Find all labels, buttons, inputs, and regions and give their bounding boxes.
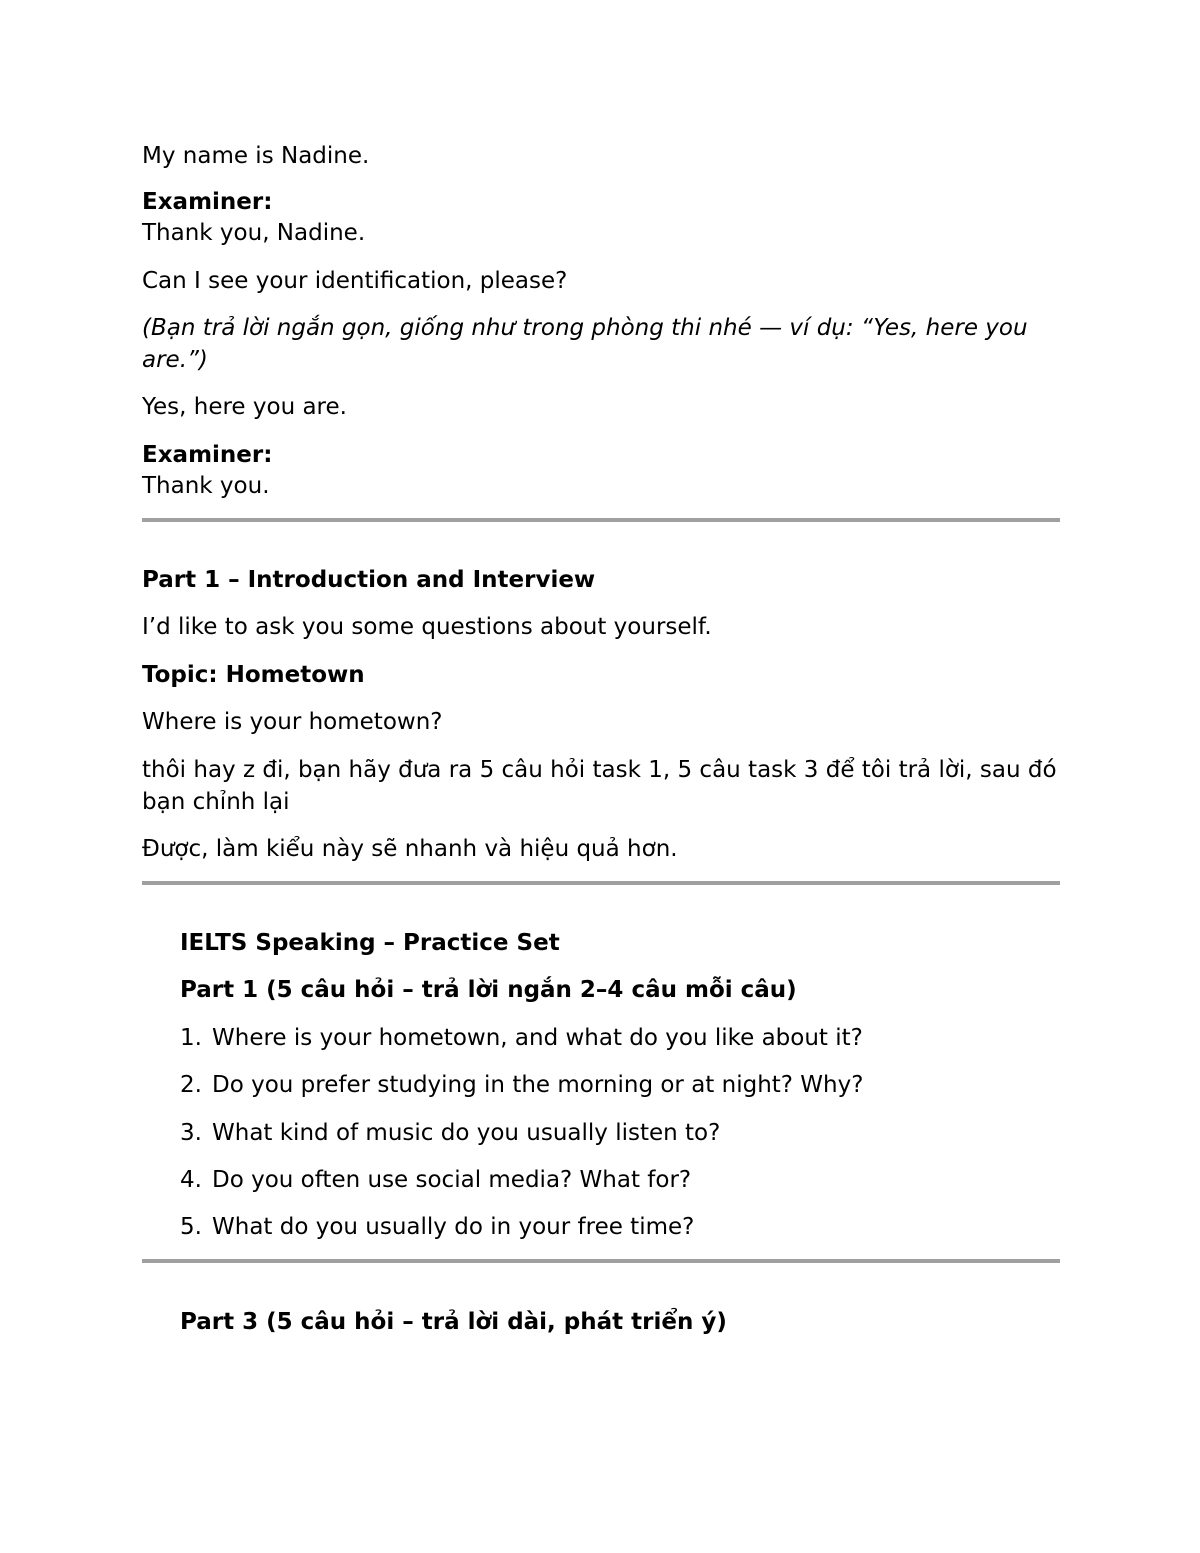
list-item-text: What kind of music do you usually listen to? (212, 1120, 721, 1146)
part3-practice-heading: Part 3 (5 câu hỏi – trả lời dài, phát triển ý) (180, 1309, 727, 1335)
answer-hint: (Bạn trả lời ngắn gọn, giống như trong phòng thi nhé — ví dụ: “Yes, here you are.”) (142, 315, 1028, 373)
candidate-answer: Yes, here you are. (142, 394, 347, 420)
list-item (180, 1117, 720, 1149)
list-item (180, 1211, 694, 1243)
list-item-text: Do you prefer studying in the morning or at night? Why? (212, 1072, 864, 1098)
list-item (180, 1069, 863, 1101)
list-item (180, 1164, 691, 1196)
list-item-number: 4. (180, 1167, 202, 1193)
name-line: My name is Nadine. (142, 143, 370, 169)
divider (142, 1259, 1060, 1263)
divider (142, 518, 1060, 522)
list-item-number: 2. (180, 1072, 202, 1098)
part1-lead: I’d like to ask you some questions about yourself. (142, 614, 712, 640)
list-item-number: 5. (180, 1214, 202, 1240)
part1-heading: Part 1 – Introduction and Interview (142, 567, 596, 593)
user-request: thôi hay z đi, bạn hãy đưa ra 5 câu hỏi task 1, 5 câu task 3 để tôi trả lời, sau đó bạn chỉnh lại (142, 757, 1057, 815)
examiner-label: Examiner: (142, 189, 273, 215)
id-question: Can I see your identification, please? (142, 268, 568, 294)
list-item-number: 3. (180, 1120, 202, 1146)
divider (142, 881, 1060, 885)
list-item-text: Do you often use social media? What for? (212, 1167, 692, 1193)
list-item-text: Where is your hometown, and what do you like about it? (212, 1025, 863, 1051)
practice-set-title: IELTS Speaking – Practice Set (180, 930, 560, 956)
examiner-thanks-nadine: Thank you, Nadine. (142, 220, 366, 246)
examiner-label: Examiner: (142, 442, 273, 468)
hometown-question: Where is your hometown? (142, 709, 443, 735)
list-item-number: 1. (180, 1025, 202, 1051)
list-item-text: What do you usually do in your free time? (212, 1214, 695, 1240)
topic-heading: Topic: Hometown (142, 662, 365, 688)
examiner-thanks: Thank you. (142, 473, 270, 499)
assistant-reply: Được, làm kiểu này sẽ nhanh và hiệu quả hơn. (142, 836, 678, 862)
list-item (180, 1022, 863, 1054)
part1-practice-heading: Part 1 (5 câu hỏi – trả lời ngắn 2–4 câu mỗi câu) (180, 977, 797, 1003)
